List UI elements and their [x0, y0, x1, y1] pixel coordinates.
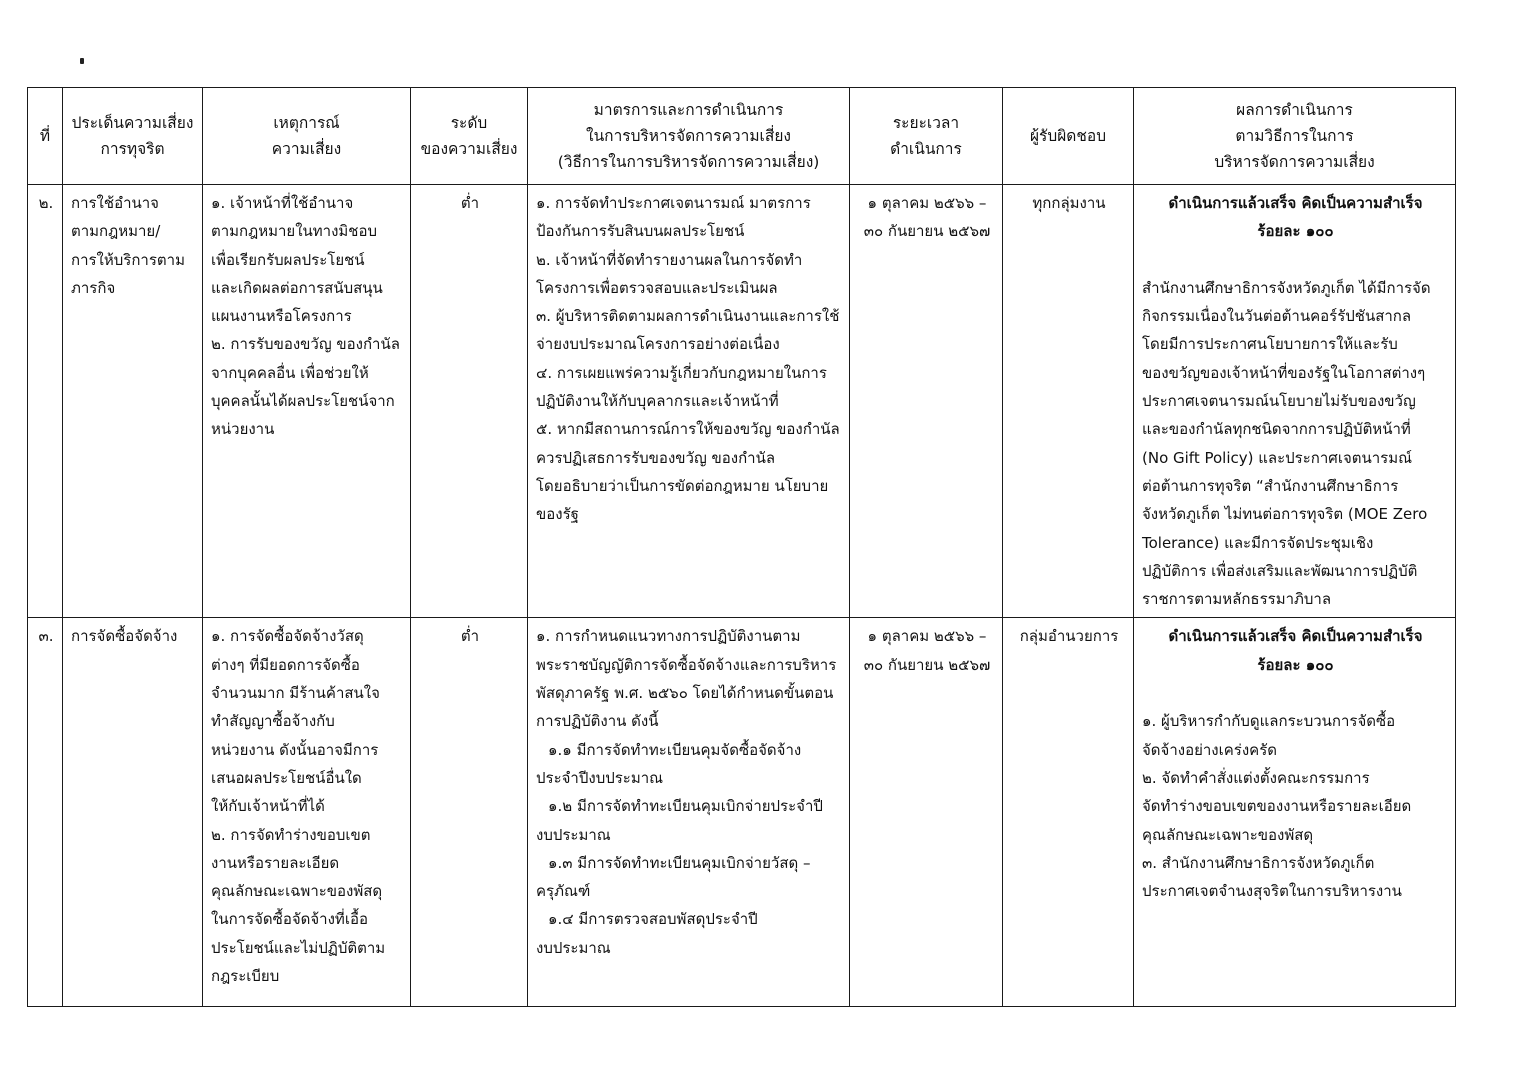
- text-line: ของความเสี่ยง: [420, 140, 518, 158]
- responsible-text: ทุกกลุ่มงาน: [1032, 194, 1106, 212]
- text-line: และของกำนัลทุกชนิดจากการปฏิบัติหน้าที่: [1142, 420, 1411, 439]
- measures-text: [528, 618, 849, 966]
- risk-event-text: [203, 185, 410, 448]
- results-block: [1134, 185, 1455, 617]
- header-results: [1134, 88, 1456, 185]
- text-line: ร้อยละ ๑๐๐: [1257, 222, 1334, 241]
- text-line: ประโยชน์และไม่ปฏิบัติตาม: [211, 938, 386, 957]
- cell-results: [1134, 185, 1456, 618]
- text-line: ๑. เจ้าหน้าที่ใช้อำนาจ: [211, 194, 354, 212]
- results-block: [1134, 618, 1455, 909]
- header-risk-issue: [63, 88, 203, 185]
- text-line: ๓. สำนักงานศึกษาธิการจังหวัดภูเก็ต: [1142, 853, 1375, 872]
- responsible-text: กลุ่มอำนวยการ: [1019, 627, 1119, 646]
- header-period: [850, 88, 1003, 185]
- text-line: ผลการดำเนินการ: [1236, 101, 1353, 119]
- text-line: การปฏิบัติงาน ดังนี้: [536, 712, 659, 731]
- text-line: เหตุการณ์: [273, 114, 340, 132]
- text-line: จากบุคคลอื่น เพื่อช่วยให้: [211, 363, 369, 382]
- text-line: ของขวัญของเจ้าหน้าที่ของรัฐในโอกาสต่างๆ: [1142, 363, 1426, 382]
- measures-text: [528, 185, 849, 533]
- text-line: ในการจัดซื้อจัดจ้างที่เอื้อ: [211, 910, 368, 929]
- text-line: ปฏิบัติการ เพื่อส่งเสริมและพัฒนาการปฏิบัติ: [1142, 561, 1418, 580]
- cell-responsible: [1003, 618, 1134, 1007]
- text-line: การทุจริต: [100, 140, 165, 158]
- row-number: ๓.: [38, 627, 54, 646]
- text-line: ที่: [39, 127, 51, 145]
- text-line: หน่วยงาน ดังนั้นอาจมีการ: [211, 740, 379, 759]
- text-line: และเกิดผลต่อการสนับสนุน: [211, 278, 383, 297]
- cell-risk-event: [203, 618, 411, 1007]
- text-line: ๓. ผู้บริหารติดตามผลการดำเนินงานและการใช้: [536, 307, 840, 326]
- header-measures: [528, 88, 850, 185]
- text-line: จัดทำร่างขอบเขตของงานหรือรายละเอียด: [1142, 797, 1412, 816]
- header-risk-level: [411, 88, 528, 185]
- text-line: ของรัฐ: [536, 505, 579, 524]
- cell-measures: [528, 618, 850, 1007]
- text-line: ให้กับเจ้าหน้าที่ได้: [211, 797, 325, 816]
- table-row: [28, 618, 1456, 1007]
- text-line: ๑.๓ มีการจัดทำทะเบียนคุมเบิกจ่ายวัสดุ –: [548, 853, 811, 872]
- header-risk-event: [203, 88, 411, 185]
- text-line: กฎระเบียบ: [211, 967, 280, 986]
- text-line: จังหวัดภูเก็ต ไม่ทนต่อการทุจริต (MOE Zero: [1142, 505, 1428, 524]
- cell-period: [850, 618, 1003, 1007]
- text-line: หน่วยงาน: [211, 420, 275, 439]
- text-line: ผู้รับผิดชอบ: [1029, 127, 1107, 145]
- text-line: ดำเนินการแล้วเสร็จ คิดเป็นความสำเร็จ: [1168, 194, 1423, 212]
- result-body: [1142, 274, 1449, 614]
- text-line: ป้องกันการรับสินบนผลประโยชน์: [536, 222, 745, 241]
- text-line: ๑. การจัดทำประกาศเจตนารมณ์ มาตรการ: [536, 194, 811, 212]
- cell-risk-issue: [63, 618, 203, 1007]
- text-line: ต่างๆ ที่มียอดการจัดซื้อ: [211, 655, 360, 674]
- text-line: พระราชบัญญัติการจัดซื้อจัดจ้างและการบริหาร: [536, 655, 837, 674]
- text-line: มาตรการและการดำเนินการ: [593, 101, 784, 119]
- text-line: ๒. จัดทำคำสั่งแต่งตั้งคณะกรรมการ: [1142, 768, 1370, 787]
- period-text: [850, 185, 1002, 250]
- text-line: ๑. ผู้บริหารกำกับดูแลกระบวนการจัดซื้อ: [1142, 712, 1396, 731]
- risk-issue-text: [63, 185, 202, 306]
- cell-risk-event: [203, 185, 411, 618]
- header-no: [28, 88, 63, 185]
- text-line: ๓๐ กันยายน ๒๕๖๗: [863, 655, 991, 674]
- row-number: ๒.: [38, 194, 54, 212]
- risk-issue-text: [63, 618, 202, 654]
- text-line: ภารกิจ: [71, 278, 116, 297]
- text-line: ความเสี่ยง: [271, 140, 342, 158]
- text-line: บุคคลนั้นได้ผลประโยชน์จาก: [211, 392, 395, 411]
- text-line: ๑.๑ มีการจัดทำทะเบียนคุมจัดซื้อจัดจ้าง: [548, 740, 802, 759]
- text-line: โดยอธิบายว่าเป็นการขัดต่อกฎหมาย นโยบาย: [536, 476, 829, 495]
- text-line: งบประมาณ: [536, 825, 611, 844]
- text-line: ปฏิบัติงานให้กับบุคลากรและเจ้าหน้าที่: [536, 392, 779, 411]
- text-line: โครงการเพื่อตรวจสอบและประเมินผล: [536, 278, 778, 297]
- text-line: ทำสัญญาซื้อจ้างกับ: [211, 712, 335, 731]
- text-line: Tolerance) และมีการจัดประชุมเชิง: [1142, 533, 1374, 552]
- risk-management-table: [27, 87, 1456, 1007]
- cell-measures: [528, 185, 850, 618]
- text-line: ตามกฎหมายในทางมิชอบ: [211, 222, 378, 241]
- text-line: โดยมีการประกาศนโยบายการให้และรับ: [1142, 335, 1398, 354]
- table-header-row: [28, 88, 1456, 185]
- text-line: จ่ายงบประมาณโครงการอย่างต่อเนื่อง: [536, 335, 780, 354]
- text-line: ดำเนินการแล้วเสร็จ คิดเป็นความสำเร็จ: [1168, 627, 1423, 646]
- text-line: ประกาศเจตนารมณ์นโยบายไม่รับของขวัญ: [1142, 392, 1416, 411]
- cell-results: [1134, 618, 1456, 1007]
- cell-no: [28, 618, 63, 1007]
- text-line: ประเด็นความเสี่ยง: [71, 114, 194, 132]
- text-line: ๑ ตุลาคม ๒๕๖๖ –: [867, 194, 987, 212]
- text-line: คุณลักษณะเฉพาะของพัสดุ: [1142, 825, 1314, 844]
- text-line: คุณลักษณะเฉพาะของพัสดุ: [211, 882, 383, 901]
- risk-level-text: ต่ำ: [460, 194, 480, 212]
- cell-period: [850, 185, 1003, 618]
- page-speck: [80, 58, 84, 64]
- text-line: งบประมาณ: [536, 938, 611, 957]
- result-heading: [1142, 622, 1449, 679]
- text-line: ๑. การกำหนดแนวทางการปฏิบัติงานตาม: [536, 627, 801, 646]
- text-line: การให้บริการตาม: [71, 250, 185, 269]
- text-line: ต่อต้านการทุจริต “สำนักงานศึกษาธิการ: [1142, 476, 1399, 495]
- text-line: ๑.๔ มีการตรวจสอบพัสดุประจำปี: [548, 910, 758, 929]
- text-line: เสนอผลประโยชน์อื่นใด: [211, 768, 362, 787]
- text-line: ระยะเวลา: [892, 114, 960, 132]
- risk-event-text: [203, 618, 410, 994]
- text-line: พัสดุภาครัฐ พ.ศ. ๒๕๖๐ โดยได้กำหนดขั้นตอน: [536, 684, 834, 703]
- text-line: ๒. เจ้าหน้าที่จัดทำรายงานผลในการจัดทำ: [536, 250, 803, 269]
- text-line: ประจำปีงบประมาณ: [536, 768, 664, 787]
- cell-responsible: [1003, 185, 1134, 618]
- text-line: การใช้อำนาจ: [71, 194, 159, 212]
- text-line: ประกาศเจตจำนงสุจริตในการบริหารงาน: [1142, 882, 1402, 901]
- text-line: ควรปฏิเสธการรับของขวัญ ของกำนัล: [536, 448, 776, 467]
- cell-risk-level: [411, 618, 528, 1007]
- text-line: จัดจ้างอย่างเคร่งครัด: [1142, 740, 1277, 759]
- text-line: ๒. การจัดทำร่างขอบเขต: [211, 825, 371, 844]
- text-line: เพื่อเรียกรับผลประโยชน์: [211, 250, 365, 269]
- table-row: [28, 185, 1456, 618]
- text-line: งานหรือรายละเอียด: [211, 853, 340, 872]
- header-responsible: [1003, 88, 1134, 185]
- text-line: แผนงานหรือโครงการ: [211, 307, 352, 326]
- result-heading: [1142, 189, 1449, 246]
- text-line: ครุภัณฑ์: [536, 882, 591, 901]
- cell-no: [28, 185, 63, 618]
- text-line: ระดับ: [450, 114, 488, 132]
- text-line: ๔. การเผยแพร่ความรู้เกี่ยวกับกฎหมายในการ: [536, 363, 827, 382]
- text-line: การจัดซื้อจัดจ้าง: [71, 627, 178, 646]
- text-line: ตามกฎหมาย/: [71, 222, 161, 241]
- cell-risk-level: [411, 185, 528, 618]
- text-line: ๑. การจัดซื้อจัดจ้างวัสดุ: [211, 627, 364, 646]
- text-line: กิจกรรมเนื่องในวันต่อต้านคอร์รัปชันสากล: [1142, 307, 1412, 326]
- text-line: ๓๐ กันยายน ๒๕๖๗: [863, 222, 991, 241]
- text-line: สำนักงานศึกษาธิการจังหวัดภูเก็ต ได้มีการจัด: [1142, 278, 1431, 297]
- text-line: ๒. การรับของขวัญ ของกำนัล: [211, 335, 400, 354]
- text-line: ๑.๒ มีการจัดทำทะเบียนคุมเบิกจ่ายประจำปี: [548, 797, 823, 816]
- text-line: ในการบริหารจัดการความเสี่ยง: [586, 127, 791, 145]
- text-line: ๑ ตุลาคม ๒๕๖๖ –: [867, 627, 987, 646]
- cell-risk-issue: [63, 185, 203, 618]
- text-line: (No Gift Policy) และประกาศเจตนารมณ์: [1142, 448, 1413, 467]
- text-line: ๕. หากมีสถานการณ์การให้ของขวัญ ของกำนัล: [536, 420, 840, 439]
- text-line: ตามวิธีการในการ: [1235, 127, 1354, 145]
- text-line: จำนวนมาก มีร้านค้าสนใจ: [211, 684, 380, 703]
- risk-level-text: ต่ำ: [460, 627, 480, 646]
- period-text: [850, 618, 1002, 683]
- text-line: ร้อยละ ๑๐๐: [1257, 655, 1334, 674]
- result-body: [1142, 707, 1449, 905]
- text-line: ราชการตามหลักธรรมาภิบาล: [1142, 590, 1332, 609]
- text-line: บริหารจัดการความเสี่ยง: [1214, 153, 1375, 171]
- text-line: ดำเนินการ: [890, 140, 962, 158]
- text-line: (วิธีการในการบริหารจัดการความเสี่ยง): [557, 153, 820, 171]
